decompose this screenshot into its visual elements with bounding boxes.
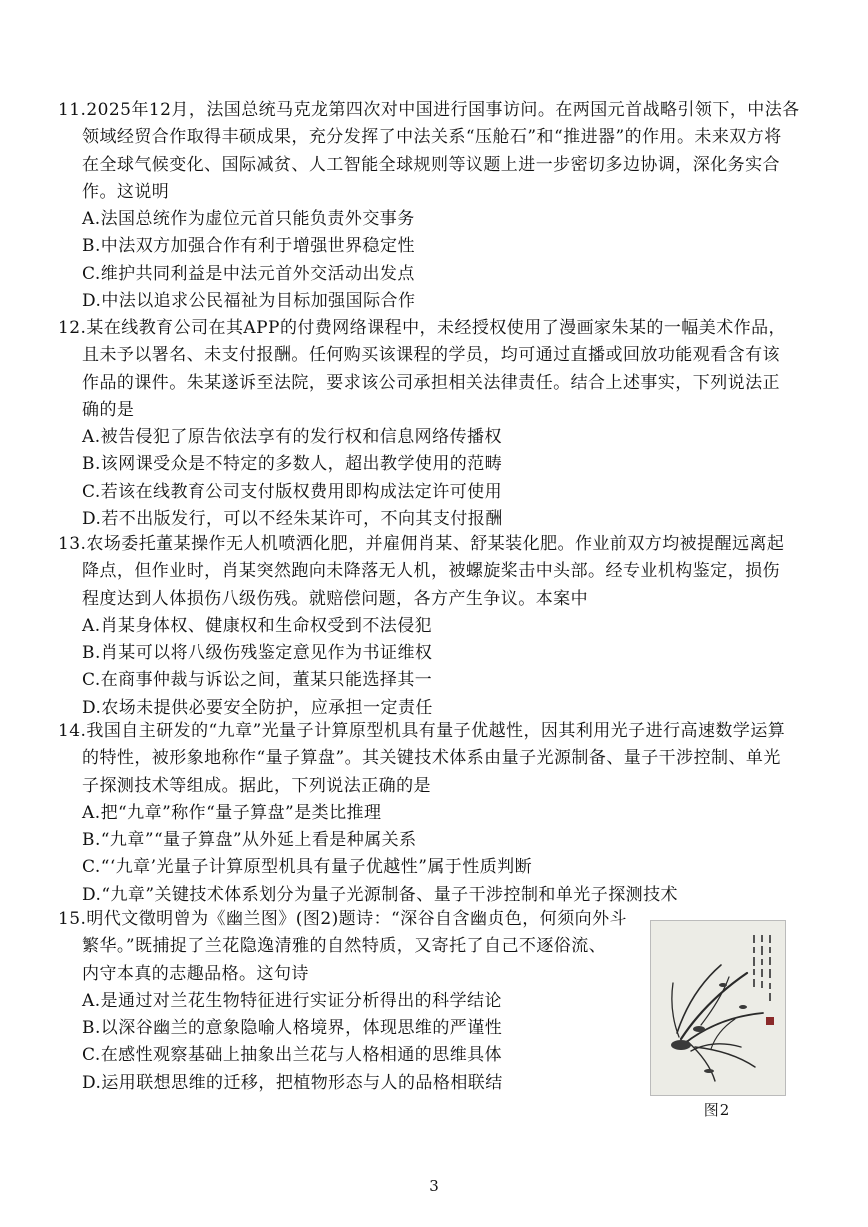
question-stem-line: 领域经贸合作取得丰硕成果，充分发挥了中法关系“压舱石”和“推进器”的作用。未来双方将 [82, 127, 782, 148]
option-b: B.该网课受众是不特定的多数人，超出教学使用的范畴 [82, 454, 503, 475]
option-a: A.把“九章”称作“量子算盘”是类比推理 [82, 802, 382, 823]
question-stem-line: 14.我国自主研发的“九章”光量子计算原型机具有量子优越性，因其利用光子进行高速数学运算 [58, 721, 786, 741]
question-stem-line: 内守本真的志趣品格。这句诗 [82, 963, 309, 984]
question-stem-line: 子探测技术等组成。据此，下列说法正确的是 [82, 775, 431, 796]
question-stem-line: 作。这说明 [82, 181, 170, 202]
option-b: B.“九章”“量子算盘”从外延上看是种属关系 [82, 830, 417, 851]
question-stem-line: 确的是 [82, 399, 135, 420]
option-c: C.在商事仲裁与诉讼之间，董某只能选择其一 [82, 670, 433, 691]
question-stem-line: 繁华。”既捕捉了兰花隐逸清雅的自然特质，又寄托了自己不逐俗流、 [82, 936, 607, 957]
option-d: D.运用联想思维的迁移，把植物形态与人的品格相联结 [82, 1072, 503, 1093]
option-d: D.农场未提供必要安全防护，应承担一定责任 [82, 697, 433, 718]
question-12 [58, 315, 818, 533]
option-c: C.维护共同利益是中法元首外交活动出发点 [82, 263, 415, 284]
option-c: C.“‘九章’光量子计算原型机具有量子优越性”属于性质判断 [82, 857, 533, 878]
option-d: D.中法以追求公民福祉为目标加强国际合作 [82, 291, 416, 312]
option-b: B.肖某可以将八级伤残鉴定意见作为书证维权 [82, 643, 433, 664]
question-13 [58, 531, 818, 722]
option-a: A.法国总统作为虚位元首只能负责外交事务 [82, 209, 415, 230]
question-stem-line: 11.2025年12月，法国总统马克龙第四次对中国进行国事访问。在两国元首战略引领下，中法各 [58, 100, 800, 120]
orchid-painting-figure [650, 920, 786, 1096]
option-d: D.若不出版发行，可以不经朱某许可，不向其支付报酬 [82, 509, 503, 530]
question-stem-line: 且未予以署名、未支付报酬。任何购买该课程的学员，均可通过直播或回放功能观看含有该 [82, 345, 780, 366]
question-stem-line: 12.某在线教育公司在其APP的付费网络课程中，未经授权使用了漫画家朱某的一幅美术作品， [58, 318, 786, 338]
option-d: D.“九章”关键技术体系划分为量子光源制备、量子干涉控制和单光子探测技术 [82, 884, 679, 905]
page-number: 3 [429, 1177, 439, 1195]
option-b: B.以深谷幽兰的意象隐喻人格境界，体现思维的严谨性 [82, 1018, 503, 1039]
question-14 [58, 718, 818, 909]
figure-caption: 图2 [703, 1101, 731, 1119]
question-stem-line: 程度达到人体损伤八级伤残。就赔偿问题，各方产生争议。本案中 [82, 588, 589, 609]
question-11 [58, 97, 818, 315]
question-stem-line: 降点，但作业时，肖某突然跑向未降落无人机，被螺旋桨击中头部。经专业机构鉴定，损伤 [82, 561, 780, 582]
question-stem-line: 的特性，被形象地称作“量子算盘”。其关键技术体系由量子光源制备、量子干涉控制、单光 [82, 748, 781, 769]
option-a: A.被告侵犯了原告依法享有的发行权和信息网络传播权 [82, 427, 502, 448]
question-15 [58, 906, 648, 1097]
question-stem-line: 作品的课件。朱某遂诉至法院，要求该公司承担相关法律责任。结合上述事实，下列说法正 [82, 372, 780, 393]
option-a: A.是通过对兰花生物特征进行实证分析得出的科学结论 [82, 990, 502, 1011]
option-b: B.中法双方加强合作有利于增强世界稳定性 [82, 236, 415, 257]
question-stem-line: 在全球气候变化、国际减贫、人工智能全球规则等议题上进一步密切多边协调，深化务实合 [82, 154, 780, 175]
option-c: C.在感性观察基础上抽象出兰花与人格相通的思维具体 [82, 1045, 503, 1066]
question-stem-line: 13.农场委托董某操作无人机喷洒化肥，并雇佣肖某、舒某装化肥。作业前双方均被提醒远离起 [58, 534, 785, 554]
orchid-painting-image [651, 921, 785, 1095]
option-a: A.肖某身体权、健康权和生命权受到不法侵犯 [82, 615, 433, 636]
question-stem-line: 15.明代文徵明曾为《幽兰图》(图2)题诗：“深谷自含幽贞色，何须向外斗 [58, 909, 628, 929]
option-c: C.若该在线教育公司支付版权费用即构成法定许可使用 [82, 481, 503, 502]
